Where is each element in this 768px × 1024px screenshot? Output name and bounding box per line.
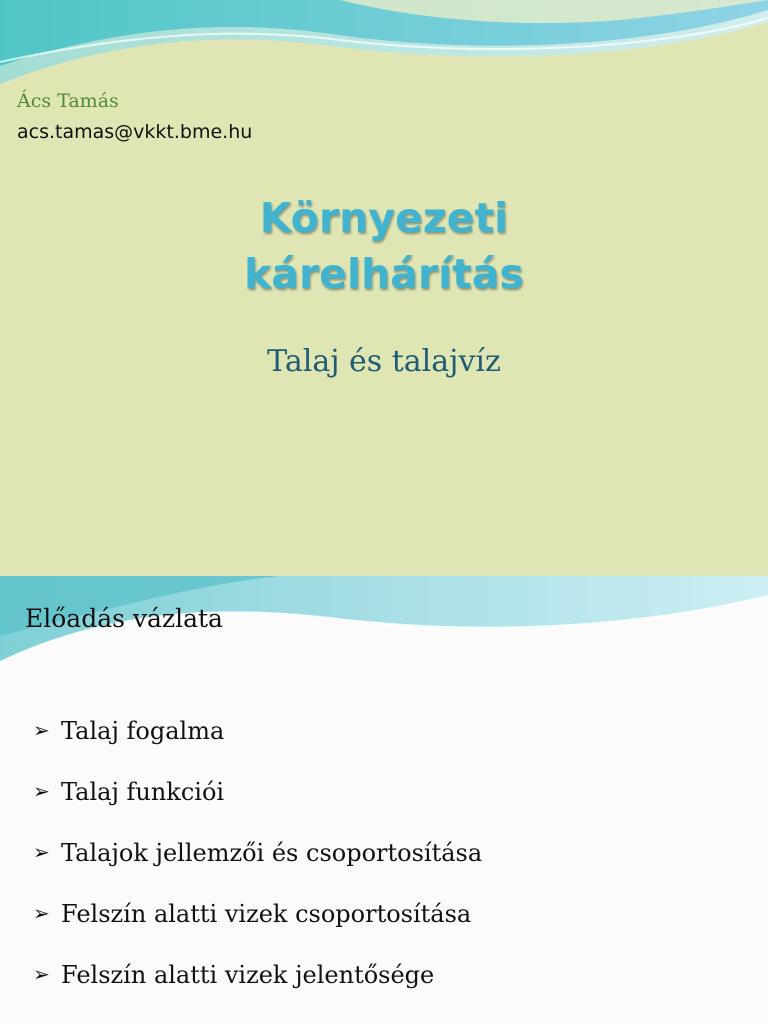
- arrow-bullet-icon: ➢: [33, 840, 50, 864]
- outline-list: [33, 716, 482, 1021]
- slide-title-line-2: kárelhárítás: [244, 250, 524, 298]
- arrow-bullet-icon: ➢: [33, 779, 50, 803]
- wave-header-decoration: [0, 0, 768, 90]
- list-item-text: Felszín alatti vizek csoportosítása: [61, 900, 472, 928]
- list-item: [33, 960, 482, 1021]
- slide-title-line-1: Környezeti: [259, 194, 509, 242]
- author-email: acs.tamas@vkkt.bme.hu: [17, 121, 253, 143]
- list-item: [33, 716, 482, 777]
- list-item: [33, 777, 482, 838]
- slide-title: [0, 190, 768, 302]
- author-name: Ács Tamás: [17, 90, 119, 112]
- list-item-text: Felszín alatti vizek jelentősége: [61, 961, 435, 989]
- arrow-bullet-icon: ➢: [33, 962, 50, 986]
- outline-slide: [0, 576, 768, 1024]
- arrow-bullet-icon: ➢: [33, 901, 50, 925]
- list-item: [33, 838, 482, 899]
- slide-subtitle: Talaj és talajvíz: [267, 344, 501, 379]
- list-item-text: Talaj fogalma: [61, 717, 225, 745]
- arrow-bullet-icon: ➢: [33, 718, 50, 742]
- list-item-text: Talajok jellemzői és csoportosítása: [61, 839, 483, 867]
- outline-title: Előadás vázlata: [25, 604, 223, 633]
- list-item: [33, 899, 482, 960]
- list-item-text: Talaj funkciói: [61, 778, 225, 806]
